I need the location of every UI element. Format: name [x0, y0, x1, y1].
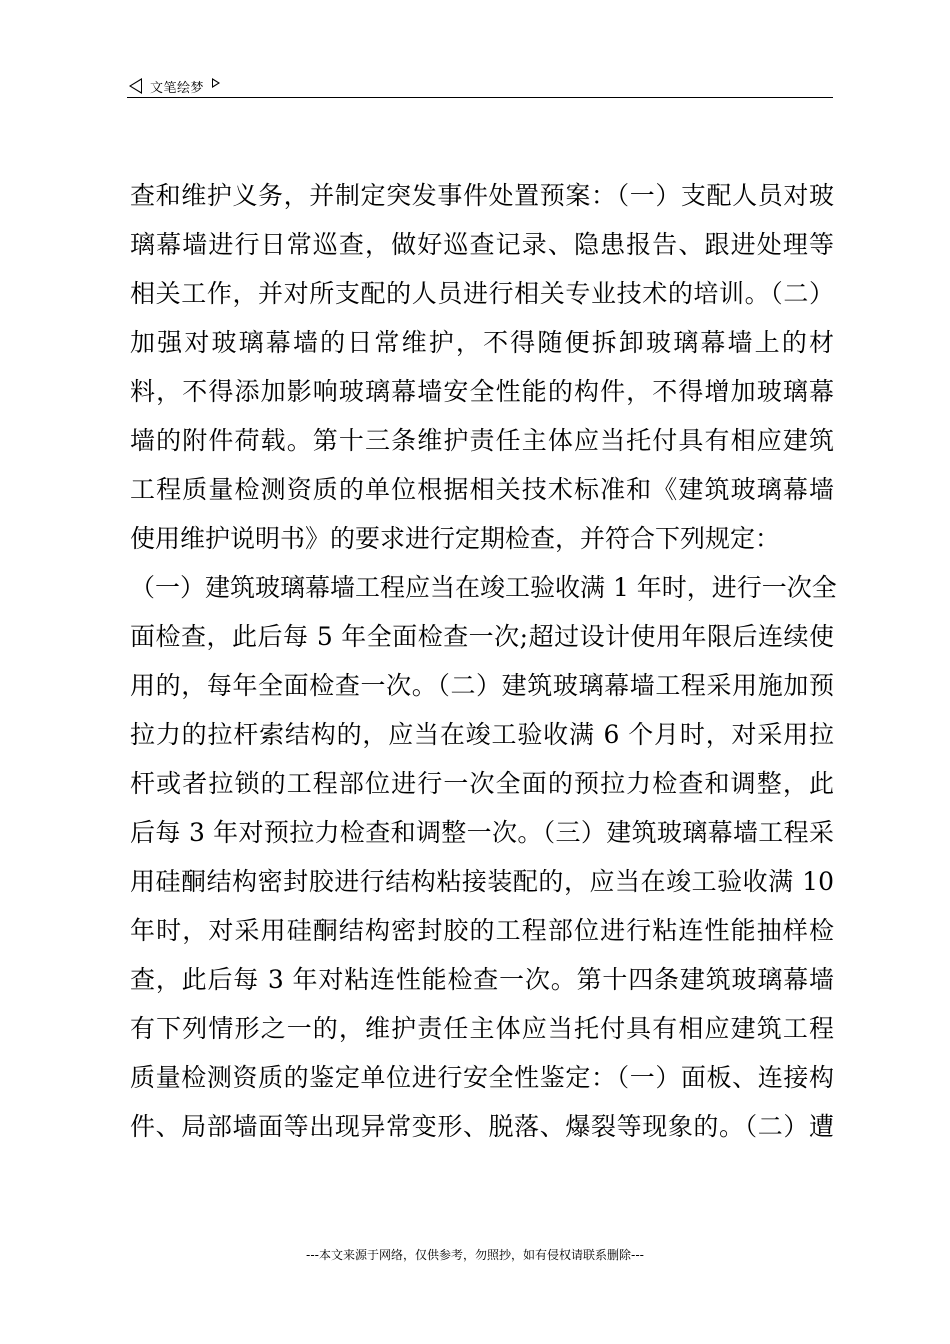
right-triangle-icon	[212, 78, 220, 88]
body-text	[130, 176, 837, 1156]
body-line: 墙的附件荷载。第十三条维护责任主体应当托付具有相应建筑	[130, 426, 834, 455]
body-line: 用硅酮结构密封胶进行结构粘接装配的，应当在竣工验收满 10	[130, 867, 834, 896]
body-line: 使用维护说明书》的要求进行定期检查，并符合下列规定：	[130, 524, 781, 553]
body-line: 查和维护义务，并制定突发事件处置预案：（一）支配人员对玻	[130, 181, 834, 210]
body-line: 年时，对采用硅酮结构密封胶的工程部位进行粘连性能抽样检	[130, 916, 834, 945]
page-header	[129, 74, 833, 98]
page-footer: ---本文来源于网络，仅供参考，勿照抄，如有侵权请联系删除---	[306, 1248, 644, 1262]
body-line: 拉力的拉杆索结构的，应当在竣工验收满 6 个月时，对采用拉	[130, 720, 834, 749]
body-line: 用的，每年全面检查一次。（二）建筑玻璃幕墙工程采用施加预	[130, 671, 834, 700]
header-rule	[127, 97, 833, 98]
body-line: 料，不得添加影响玻璃幕墙安全性能的构件，不得增加玻璃幕	[130, 377, 834, 406]
body-line: 璃幕墙进行日常巡查，做好巡查记录、隐患报告、跟进处理等	[130, 230, 834, 259]
body-line: 工程质量检测资质的单位根据相关技术标准和《建筑玻璃幕墙	[130, 475, 834, 504]
body-line: （一）建筑玻璃幕墙工程应当在竣工验收满 1 年时，进行一次全	[130, 573, 837, 602]
header-title: 文笔绘梦	[150, 80, 205, 96]
body-line: 质量检测资质的鉴定单位进行安全性鉴定：（一）面板、连接构	[130, 1063, 834, 1092]
body-line: 件、局部墙面等出现异常变形、脱落、爆裂等现象的。（二）遭	[130, 1112, 834, 1141]
body-line: 加强对玻璃幕墙的日常维护，不得随便拆卸玻璃幕墙上的材	[130, 328, 834, 357]
body-line: 有下列情形之一的，维护责任主体应当托付具有相应建筑工程	[130, 1014, 834, 1043]
body-line: 查，此后每 3 年对粘连性能检查一次。第十四条建筑玻璃幕墙	[130, 965, 834, 994]
body-line: 相关工作，并对所支配的人员进行相关专业技术的培训。（二）	[130, 279, 834, 308]
body-line: 面检查，此后每 5 年全面检查一次;超过设计使用年限后连续使	[130, 622, 834, 651]
body-line: 杆或者拉锁的工程部位进行一次全面的预拉力检查和调整，此	[130, 769, 834, 798]
body-line: 后每 3 年对预拉力检查和调整一次。（三）建筑玻璃幕墙工程采	[130, 818, 834, 847]
left-triangle-icon	[129, 78, 142, 94]
